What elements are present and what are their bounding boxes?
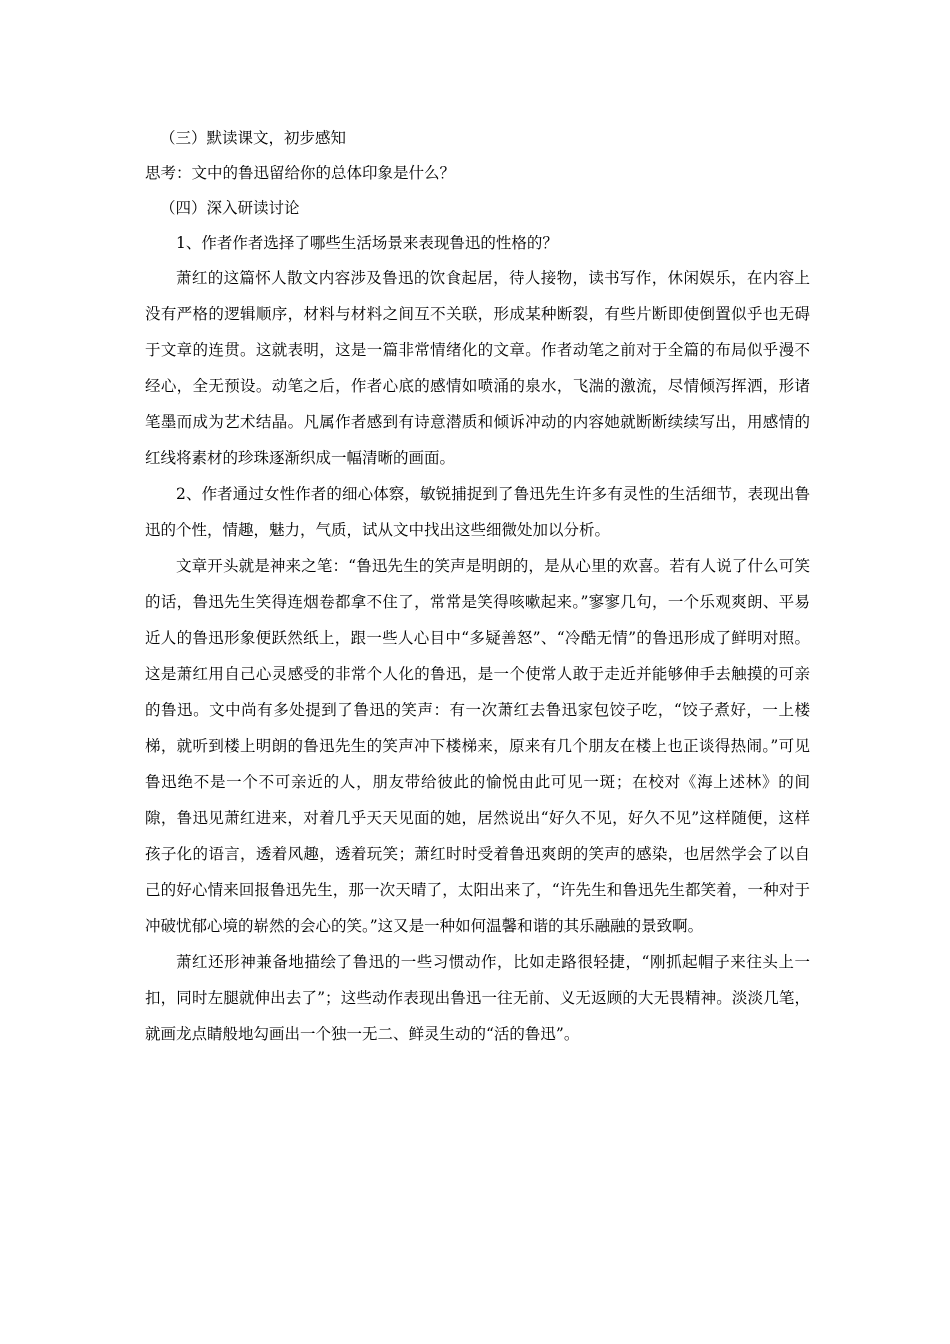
document-body: [145, 128, 810, 1052]
section-heading-4: （四）深入研读讨论: [160, 199, 300, 217]
paragraph-2: 文章开头就是神来之笔：“鲁迅先生的笑声是明朗的，是从心里的欢喜。若有人说了什么可笑的话，鲁迅先生笑得连烟卷都拿不住了，常常是笑得咳嗽起来。”寥寥几句，一个乐观爽朗、平易近人的鲁迅形象便跃然纸上，跟一些人心目中“多疑善怒”、“冷酷无情”的鲁迅形成了鲜明对照。这是萧红用自己心灵感受的非常个人化的鲁迅，是一个使常人敢于走近并能够伸手去触摸的可亲的鲁迅。文中尚有多处提到了鲁迅的笑声：有一次萧红去鲁迅家包饺子吃，“饺子煮好，一上楼梯，就听到楼上明朗的鲁迅先生的笑声冲下楼梯来，原来有几个朋友在楼上也正谈得热闹。”可见鲁迅绝不是一个不可亲近的人，朋友带给彼此的愉悦由此可见一斑；在校对《海上述林》的间隙，鲁迅见萧红进来，对着几乎天天见面的她，居然说出“好久不见，好久不见”这样随便，这样孩子化的语言，透着风趣，透着玩笑；萧红时时受着鲁迅爽朗的笑声的感染，也居然学会了以自己的好心情来回报鲁迅先生，那一次天晴了，太阳出来了，“许先生和鲁迅先生都笑着，一种对于冲破忧郁心境的崭然的会心的笑。”这又是一种如何温馨和谐的其乐融融的景致啊。: [145, 557, 810, 935]
question-1: 1、作者作者选择了哪些生活场景来表现鲁迅的性格的？: [176, 234, 558, 252]
paragraph-3: 萧红还形神兼备地描绘了鲁迅的一些习惯动作，比如走路很轻捷，“刚抓起帽子来往头上一扣，同时左腿就伸出去了”；这些动作表现出鲁迅一往无前、义无返顾的大无畏精神。淡淡几笔，就画龙点睛般地勾画出一个独一无二、鲜灵生动的“活的鲁迅”。: [145, 953, 810, 1043]
thinking-question: 思考：文中的鲁迅留给你的总体印象是什么？: [145, 164, 456, 182]
question-2: 2、作者通过女性作者的细心体察，敏锐捕捉到了鲁迅先生许多有灵性的生活细节，表现出鲁迅的个性，情趣，魅力，气质，试从文中找出这些细微处加以分析。: [145, 485, 810, 539]
section-heading-3: （三）默读课文，初步感知: [160, 129, 347, 147]
paragraph-1: 萧红的这篇怀人散文内容涉及鲁迅的饮食起居，待人接物，读书写作，休闲娱乐，在内容上没有严格的逻辑顺序，材料与材料之间互不关联，形成某种断裂，有些片断即使倒置似乎也无碍于文章的连贯。这就表明，这是一篇非常情绪化的文章。作者动笔之前对于全篇的布局似乎漫不经心，全无预设。动笔之后，作者心底的感情如喷涌的泉水，飞湍的激流，尽情倾泻挥洒，形诸笔墨而成为艺术结晶。凡属作者感到有诗意潜质和倾诉冲动的内容她就断断续续写出，用感情的红线将素材的珍珠逐渐织成一幅清晰的画面。: [145, 269, 810, 467]
